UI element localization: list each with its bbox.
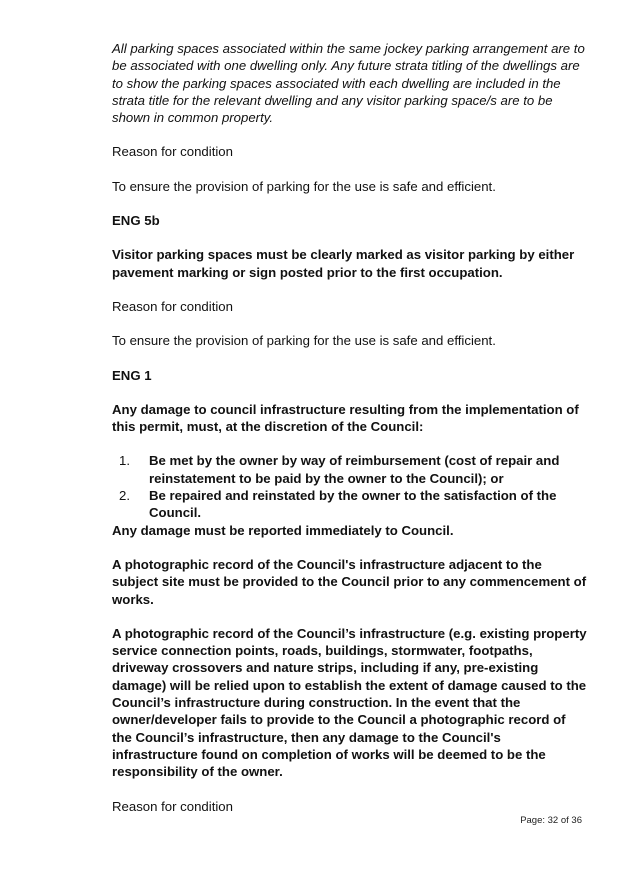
eng1-heading: ENG 1 <box>112 367 152 383</box>
page-number: Page: 32 of 36 <box>520 815 582 826</box>
document-body <box>112 40 587 815</box>
list-item-text: Be repaired and reinstated by the owner to the satisfaction of the Council. <box>149 488 557 521</box>
photo-record-details-paragraph: A photographic record of the Council’s infrastructure (e.g. existing property service connection points, roads, buildings, stormwater, footpaths, driveway crossovers and nature strips, including if any, pre-existing damage) will be relied upon to establish the extent of damage caused to the Council’s infrastructure during construction. In the event that the owner/developer fails to provide to the Council a photographic record of the Council’s infrastructure, then any damage to the Council's infrastructure found on completion of works will be deemed to be the responsibility of the owner. <box>112 625 587 780</box>
damage-report-statement: Any damage must be reported immediately to Council. <box>112 522 454 538</box>
reason-label: Reason for condition <box>112 144 233 160</box>
eng5b-heading: ENG 5b <box>112 213 160 229</box>
list-item-text: Be met by the owner by way of reimbursement (cost of repair and reinstatement to be paid by the owner to the Council); or <box>149 453 560 486</box>
list-item <box>112 487 587 522</box>
photo-record-paragraph: A photographic record of the Council's infrastructure adjacent to the subject site must be provided to the Council prior to any commencement of works. <box>112 556 587 607</box>
reason-label: Reason for condition <box>112 798 233 814</box>
list-item <box>112 452 587 487</box>
reason-label: Reason for condition <box>112 298 233 314</box>
eng5b-condition: Visitor parking spaces must be clearly marked as visitor parking by either pavement marking or sign posted prior to the first occupation. <box>112 247 575 280</box>
jockey-parking-paragraph: All parking spaces associated within the same jockey parking arrangement are to be associated with one dwelling only. Any future strata titling of the dwellings are to show the parking spaces associated with each dwelling are included in the strata title for the relevant dwelling and any visitor parking space/s are to be shown in common property. <box>112 41 585 126</box>
reason-text: To ensure the provision of parking for the use is safe and efficient. <box>112 333 496 349</box>
list-item-number: 2. <box>119 488 130 504</box>
reason-text: To ensure the provision of parking for the use is safe and efficient. <box>112 178 496 194</box>
list-item-number: 1. <box>119 453 130 469</box>
eng1-intro: Any damage to council infrastructure resulting from the implementation of this permit, must, at the discretion of the Council: <box>112 401 579 435</box>
eng1-conditions-list <box>112 452 587 521</box>
